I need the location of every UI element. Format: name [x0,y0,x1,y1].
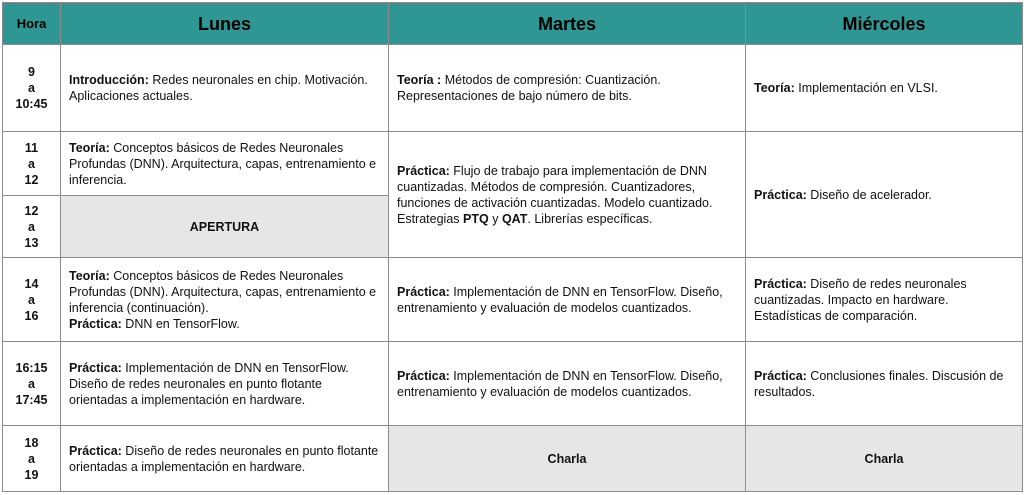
time-start: 12 [24,203,39,218]
time-sep: a [28,81,35,95]
cell-text: Diseño de redes neuronales en punto flotante orientadas a implementación en hardware. [69,443,379,474]
cell-label: Práctica: [69,316,122,331]
cell-martes-4 [389,258,746,342]
cell-martes-2 [389,132,746,258]
time-sep: a [28,376,35,391]
cell-text: Conclusiones finales. Discusión de resultados. [754,368,1004,399]
cell-text: . Librerías específicas. [527,211,653,226]
cell-text: Métodos de compresión: Cuantización. Representaciones de bajo número de bits. [397,73,661,103]
cell-text: Implementación de DNN en TensorFlow. Diseño de redes neuronales en punto flotante orientadas a implementación en hardware. [69,360,349,407]
cell-label: Práctica: [397,368,450,383]
header-row [3,3,1023,45]
time-slot-3 [3,196,61,258]
cell-label: Práctica: [69,443,122,458]
cell-term-ptq: PTQ [463,211,489,226]
header-miercoles: Miércoles [746,3,1023,45]
cell-label: Práctica: [397,284,450,299]
table-row [3,132,1023,196]
cell-label: Teoría: [69,140,110,155]
cell-label: Práctica: [754,276,807,291]
time-start: 9 [28,65,35,79]
cell-charla-miercoles: Charla [746,426,1023,492]
cell-label: Práctica: [754,187,807,202]
cell-martes-1 [389,45,746,132]
cell-term-qat: QAT [501,211,528,226]
cell-lunes-2 [61,132,389,196]
time-slot-2 [3,132,61,196]
time-end: 16 [24,308,39,323]
cell-label: Práctica: [754,368,807,383]
table-row [3,426,1023,492]
table-row [3,342,1023,426]
cell-label: Teoría : [397,73,442,87]
cell-text: Implementación en VLSI. [798,81,938,95]
cell-apertura: APERTURA [61,196,389,258]
table-row [3,45,1023,132]
cell-text-y: y [492,211,499,226]
cell-miercoles-4 [746,258,1023,342]
cell-text: DNN en TensorFlow. [125,316,240,331]
time-sep: a [28,219,35,234]
header-martes: Martes [389,3,746,45]
time-start: 14 [24,276,39,291]
time-start: 16:15 [15,360,48,375]
time-end: 13 [24,235,39,250]
table-row [3,258,1023,342]
header-hora: Hora [3,3,61,45]
cell-lunes-1 [61,45,389,132]
time-slot-1 [3,45,61,132]
cell-text: Implementación de DNN en TensorFlow. Diseño, entrenamiento y evaluación de modelos cuantizados. [397,284,723,315]
cell-text: Diseño de redes neuronales cuantizadas. Impacto en hardware. Estadísticas de comparación. [754,276,967,323]
cell-text: Implementación de DNN en TensorFlow. Diseño, entrenamiento y evaluación de modelos cuantizados. [397,368,723,399]
time-slot-5 [3,342,61,426]
time-end: 12 [24,172,39,187]
time-start: 18 [24,435,39,450]
time-end: 19 [24,467,39,482]
cell-lunes-6 [61,426,389,492]
cell-text: Redes neuronales en chip. Motivación. Aplicaciones actuales. [69,73,368,103]
cell-label: Práctica: [69,360,122,375]
time-slot-4 [3,258,61,342]
cell-text: Conceptos básicos de Redes Neuronales Profundas (DNN). Arquitectura, capas, entrenamiento e inferencia (continuación). [69,268,377,315]
cell-miercoles-5 [746,342,1023,426]
time-sep: a [28,451,35,466]
time-sep: a [28,292,35,307]
time-end: 10:45 [15,97,48,111]
cell-martes-5 [389,342,746,426]
cell-label: Práctica: [397,163,450,178]
time-end: 17:45 [15,392,48,407]
cell-miercoles-2 [746,132,1023,258]
schedule-table [2,2,1023,492]
cell-lunes-5 [61,342,389,426]
time-sep: a [28,156,35,171]
cell-miercoles-1 [746,45,1023,132]
time-slot-6 [3,426,61,492]
cell-lunes-4 [61,258,389,342]
header-lunes: Lunes [61,3,389,45]
cell-text: Conceptos básicos de Redes Neuronales Profundas (DNN). Arquitectura, capas, entrenamiento e inferencia. [69,140,377,187]
time-start: 11 [24,140,39,155]
cell-charla-martes: Charla [389,426,746,492]
cell-label: Teoría: [754,81,795,95]
cell-text: Flujo de trabajo para implementación de DNN cuantizadas. Métodos de compresión. Cuantizadores, funciones de activación cuantizadas. Modelo cuantizado. Estrategias [397,163,713,226]
cell-label: Introducción: [69,73,149,87]
cell-label: Teoría: [69,268,110,283]
cell-text: Diseño de acelerador. [810,187,932,202]
